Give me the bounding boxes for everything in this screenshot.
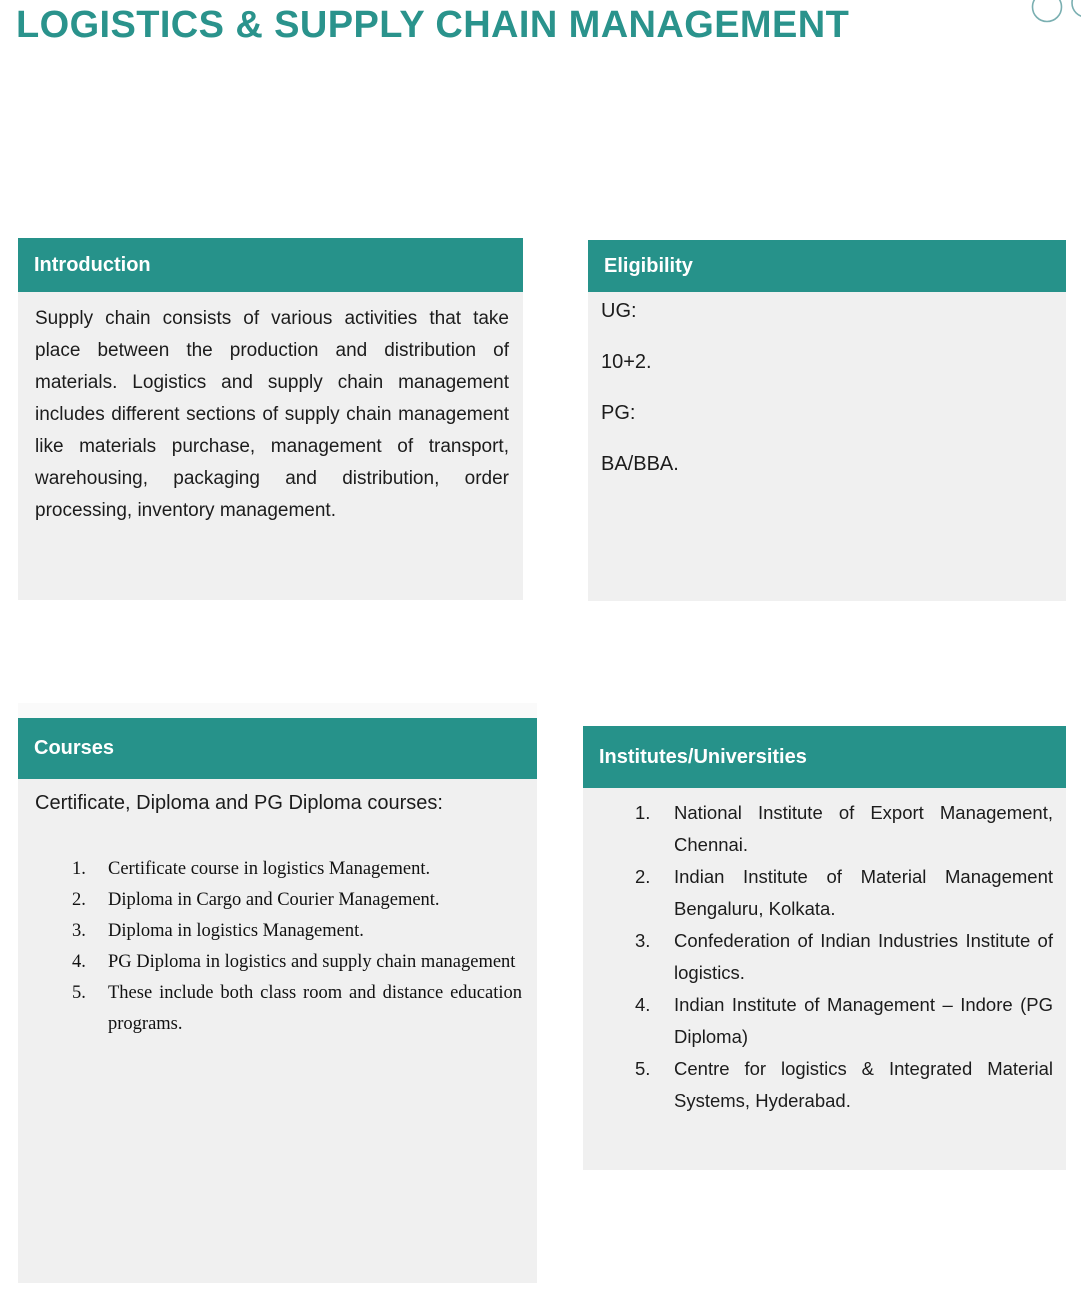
course-list-item [35,947,522,978]
course-list-item [35,978,522,1040]
courses-body [18,779,537,1283]
institute-list-item [583,989,1053,1053]
institute-list-item [583,861,1053,925]
introduction-header-label: Introduction [34,253,151,276]
course-list-item-text: PG Diploma in logistics and supply chain management [108,952,516,972]
course-list-item [35,854,522,885]
institute-list-item [583,1053,1053,1117]
institutes-header [583,726,1066,788]
institute-list-item-text: National Institute of Export Management, Chennai. [674,802,1053,855]
institutes-section [583,726,1066,1170]
eligibility-header-label: Eligibility [604,254,693,277]
courses-intro-line: Certificate, Diploma and PG Diploma courses: [35,792,443,814]
eligibility-line: UG: [601,300,637,322]
institutes-body [583,788,1066,1170]
page-title: LOGISTICS & SUPPLY CHAIN MANAGEMENT [16,4,850,46]
institute-list-item [583,797,1053,861]
institutes-header-label: Institutes/Universities [599,745,807,768]
courses-header [18,718,537,779]
institute-list-item-text: Indian Institute of Material Management Bengaluru, Kolkata. [674,866,1053,919]
introduction-text: Supply chain consists of various activities that take place between the production and distribution of materials. Logistics and supply chain management includes different sections of supply chain management like materials purchase, management of transport, warehousing, packaging and distribution, order processing, inventory management. [35,308,509,521]
courses-list [35,854,522,1040]
course-list-item [35,885,522,916]
eligibility-line: 10+2. [601,351,652,373]
introduction-header [18,238,523,292]
institute-list-item-text: Centre for logistics & Integrated Material Systems, Hyderabad. [674,1058,1053,1111]
course-list-item-text: These include both class room and distance education programs. [108,983,522,1034]
introduction-section [18,238,523,600]
institute-list-item [583,925,1053,989]
institute-list-item-text: Indian Institute of Management – Indore (PG Diploma) [674,994,1053,1047]
courses-box-top-strip [18,703,537,718]
partial-circles-decoration-icon [1001,0,1081,46]
introduction-body [18,292,523,600]
eligibility-header [588,240,1066,292]
course-list-item-text: Certificate course in logistics Management. [108,859,431,879]
eligibility-line: BA/BBA. [601,453,679,475]
courses-section [18,718,537,1283]
eligibility-body [588,292,1066,601]
eligibility-section [588,240,1066,601]
institutes-list [583,797,1053,1117]
institute-list-item-text: Confederation of Indian Industries Institute of logistics. [674,930,1053,983]
eligibility-line: PG: [601,402,636,424]
course-list-item-text: Diploma in logistics Management. [108,921,364,941]
courses-header-label: Courses [34,737,115,759]
course-list-item [35,916,522,947]
course-list-item-text: Diploma in Cargo and Courier Management. [108,890,440,910]
